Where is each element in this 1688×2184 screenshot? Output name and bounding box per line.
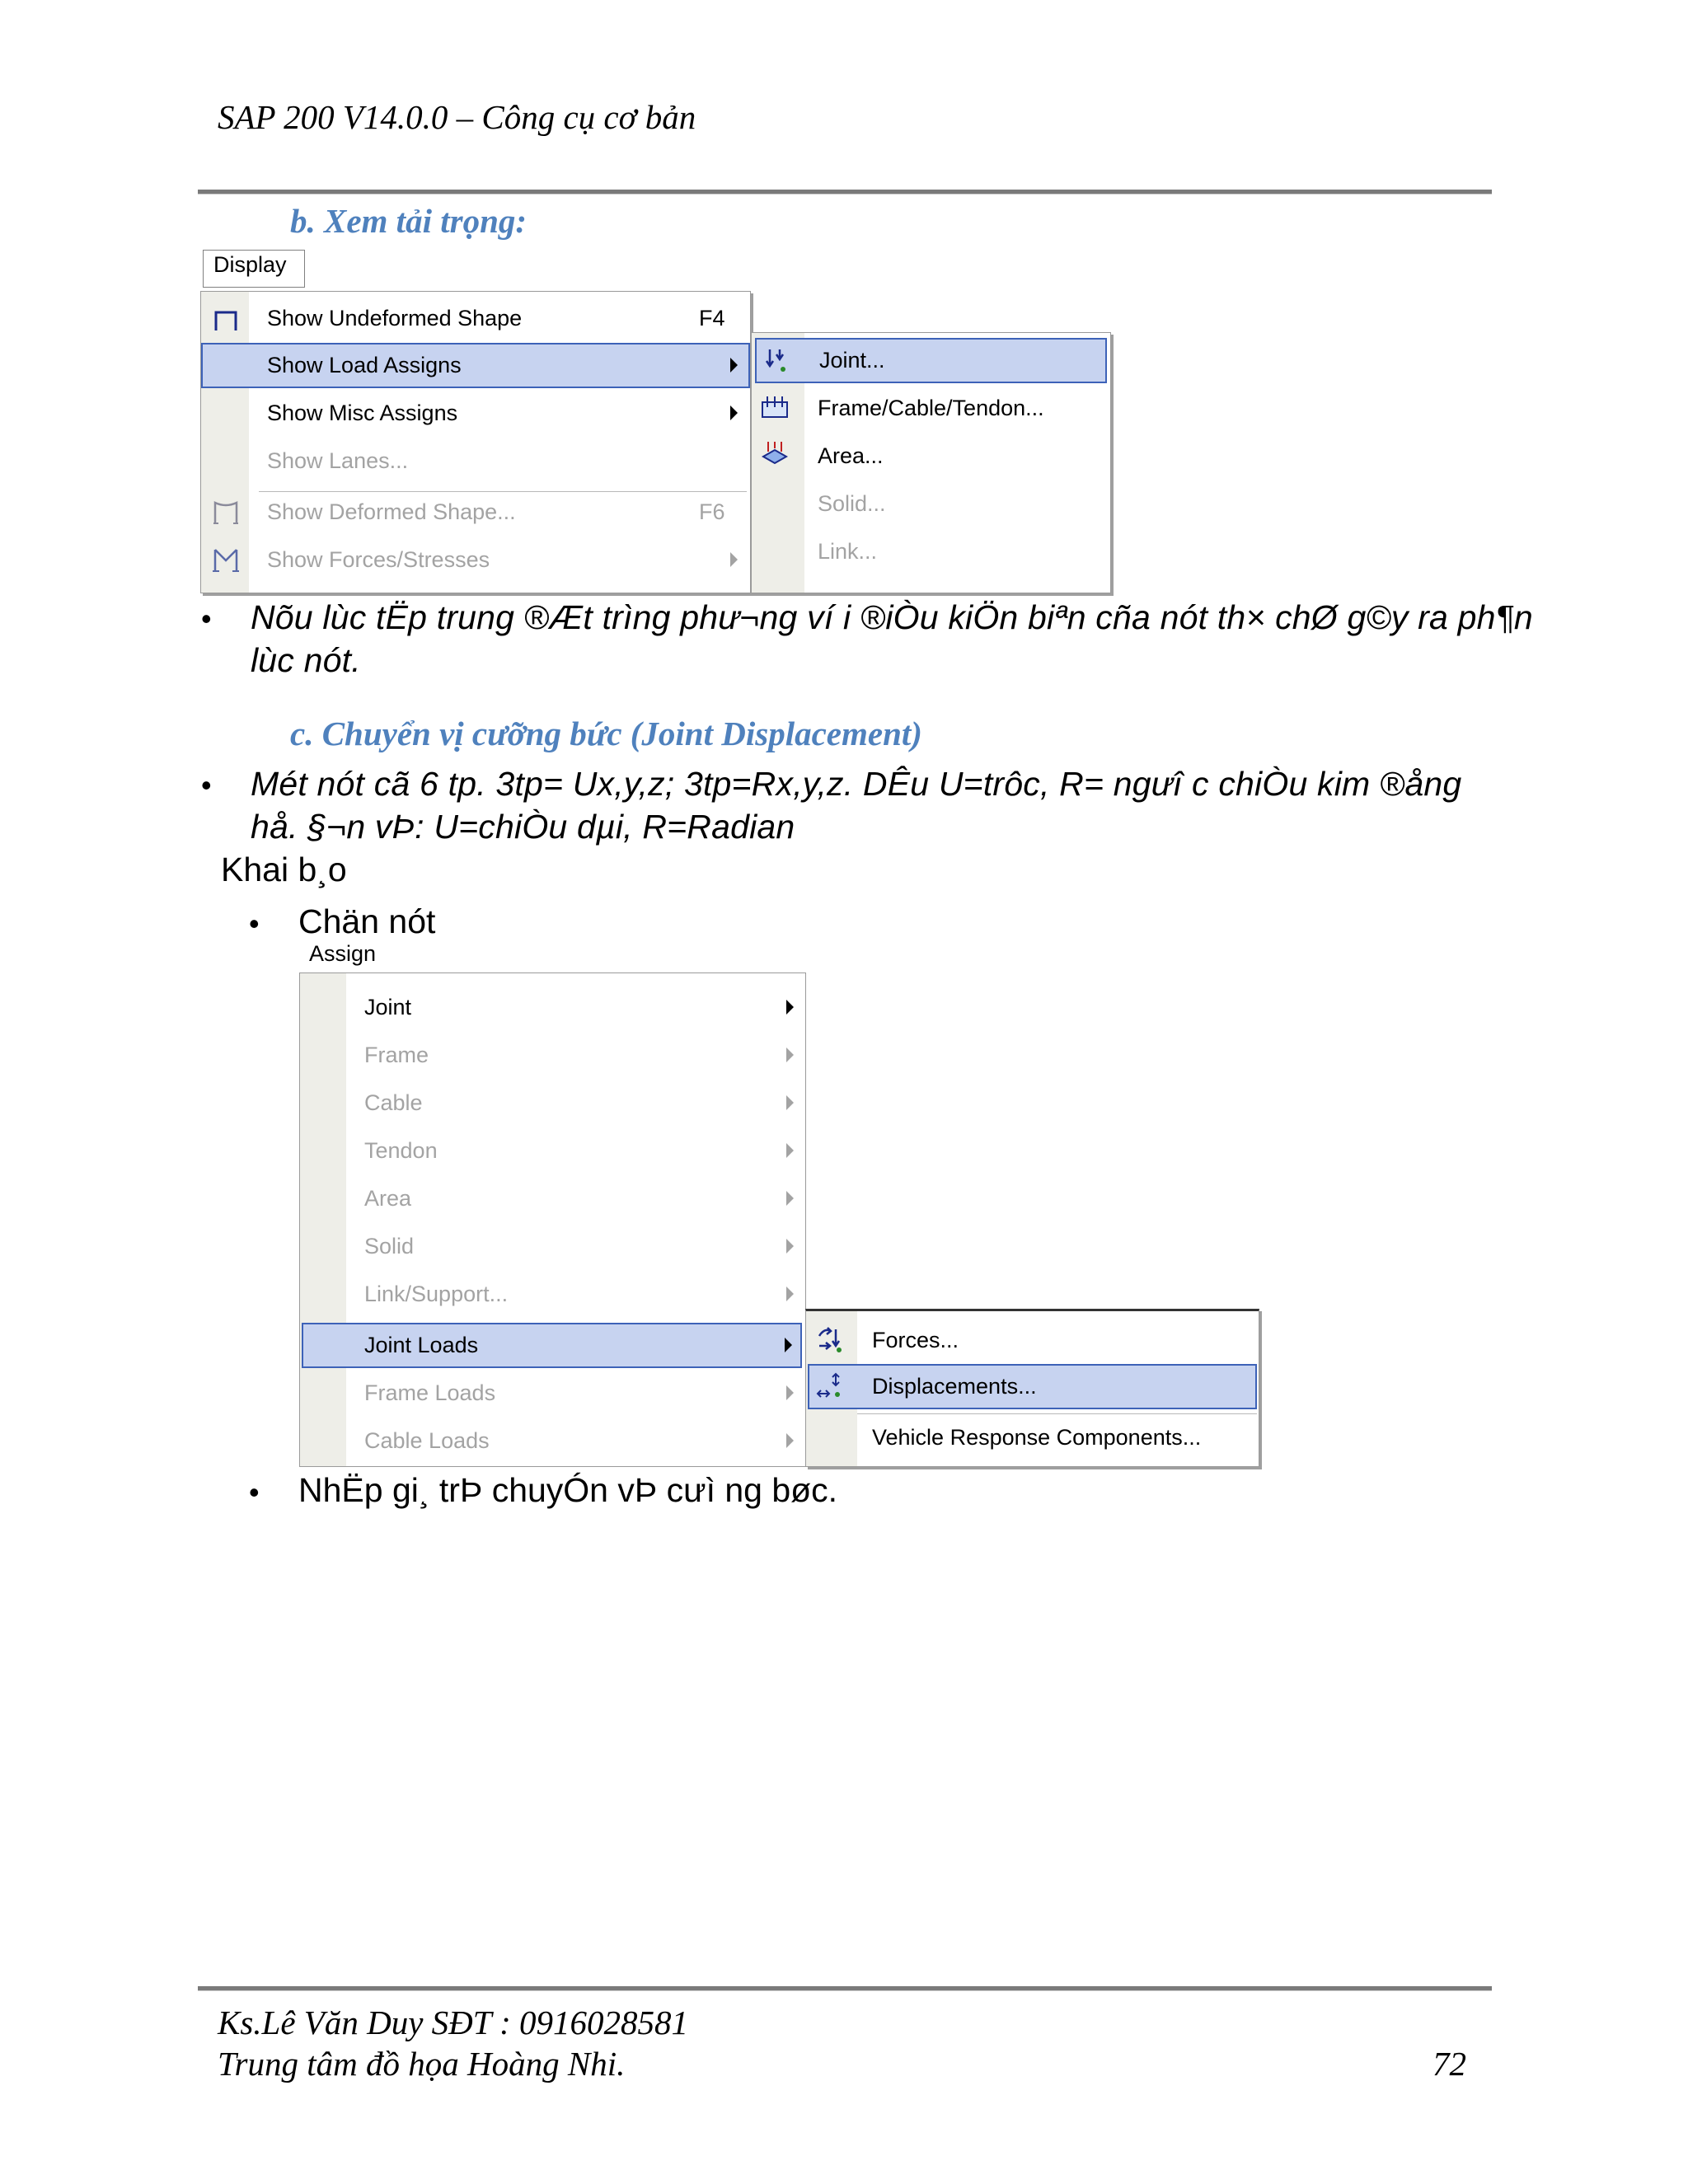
menu-item-label: Joint Loads [364, 1333, 479, 1357]
deformed-shape-icon [211, 498, 241, 526]
menu-item-label: Show Undeformed Shape [267, 306, 523, 330]
menu-item-show-undeformed-shape[interactable] [201, 296, 750, 341]
menu-item-label: Link... [818, 539, 878, 564]
submenu-item-area[interactable] [752, 434, 1110, 479]
submenu-arrow-icon [730, 405, 738, 420]
bullet-icon: • [249, 1475, 260, 1509]
footer-rule [198, 1986, 1492, 1991]
menu-item-show-misc-assigns[interactable] [201, 391, 750, 436]
header-rule [198, 190, 1492, 194]
para2-line1: Mét nót cã 6 tp. 3tp= Ux,y,z; 3tp=Rx,y,z. DÊu U=trôc, R= ngưî c chiÒu kim ®ång [251, 765, 1462, 803]
frame-load-icon [760, 394, 790, 422]
menu-item-label: Tendon [364, 1138, 438, 1163]
khai-bao-label: Khai b¸o [221, 851, 347, 888]
submenu-arrow-icon [786, 1095, 794, 1110]
menu-item-label: Show Misc Assigns [267, 401, 458, 425]
display-menu-screenshot [200, 247, 1113, 593]
submenu-arrow-icon [786, 1286, 794, 1301]
bullet-icon: • [249, 907, 260, 940]
menu-item-label: Vehicle Response Components... [872, 1425, 1202, 1450]
menu-item-cable-loads[interactable] [300, 1418, 805, 1464]
page-number: 72 [1432, 2045, 1466, 2083]
para1-line2: lùc nót. [251, 641, 361, 679]
menu-item-show-load-assigns[interactable] [201, 343, 750, 388]
menu-item-label: Area [364, 1186, 412, 1211]
menu-item-frame-loads[interactable] [300, 1371, 805, 1416]
section-c-title: c. Chuyển vị cưỡng bức (Joint Displacement) [290, 715, 922, 752]
submenu-arrow-icon [730, 358, 738, 373]
submenu-item-forces[interactable] [806, 1318, 1259, 1363]
menu-item-show-lanes[interactable] [201, 438, 750, 484]
load-assigns-submenu [751, 332, 1111, 593]
menu-item-solid[interactable] [300, 1224, 805, 1269]
para1-line1: Nõu lùc tËp trung ®Æt trìng phư¬ng ví i ®iÒu kiÖn biªn cña nót th× chØ g©y ra ph¶n [251, 598, 1533, 636]
menu-item-label: Frame/Cable/Tendon... [818, 396, 1044, 420]
menu-item-link-support[interactable] [300, 1272, 805, 1317]
page-header-title: SAP 200 V14.0.0 – Công cụ cơ bản [218, 98, 696, 136]
assign-menu-screenshot [299, 938, 1259, 1467]
submenu-arrow-icon [786, 1047, 794, 1062]
submenu-arrow-icon [786, 1191, 794, 1206]
submenu-arrow-icon [730, 552, 738, 567]
menu-item-label: Solid... [818, 491, 886, 516]
submenu-item-solid[interactable] [752, 481, 1110, 527]
submenu-arrow-icon [786, 1239, 794, 1254]
menu-item-label: Joint [364, 995, 412, 1019]
submenu-item-frame-cable-tendon[interactable] [752, 386, 1110, 431]
menu-item-shortcut: F6 [699, 499, 725, 524]
para2-line2: hå. §¬n vÞ: U=chiÒu dµi, R=Radian [251, 808, 795, 846]
submenu-item-joint[interactable] [755, 338, 1107, 383]
section-b-title: b. Xem tải trọng: [290, 202, 528, 240]
menu-item-label: Solid [364, 1234, 415, 1258]
menu-item-label: Frame Loads [364, 1380, 496, 1405]
menu-item-label: Cable [364, 1090, 423, 1115]
menu-item-show-forces-stresses[interactable] [201, 537, 750, 583]
forces-stresses-icon [211, 546, 241, 574]
menu-item-label: Show Lanes... [267, 448, 409, 473]
joint-forces-icon [816, 1326, 846, 1354]
menu-item-label: Show Forces/Stresses [267, 547, 490, 572]
joint-displacement-icon [816, 1372, 846, 1400]
menu-item-tendon[interactable] [300, 1128, 805, 1174]
menu-item-label: Forces... [872, 1328, 959, 1352]
submenu-arrow-icon [786, 1000, 794, 1015]
menu-item-area[interactable] [300, 1176, 805, 1221]
submenu-item-link[interactable] [752, 529, 1110, 574]
menubar-display[interactable]: Display [203, 250, 305, 288]
submenu-arrow-icon [785, 1338, 792, 1352]
assign-dropdown [299, 972, 806, 1467]
menu-item-show-deformed-shape[interactable] [201, 490, 750, 535]
submenu-item-vehicle-response-components[interactable] [806, 1415, 1259, 1460]
menu-item-joint[interactable] [300, 985, 805, 1030]
menu-item-cable[interactable] [300, 1080, 805, 1126]
bullet-nhap-gia-tri: NhËp gi¸ trÞ chuyÓn vÞ cưì ng bøc. [298, 1471, 838, 1509]
submenu-item-displacements[interactable] [808, 1364, 1257, 1409]
bullet-icon: • [201, 602, 212, 635]
submenu-arrow-icon [786, 1433, 794, 1448]
footer-center: Trung tâm đồ họa Hoàng Nhi. [218, 2045, 626, 2083]
menu-item-label: Joint... [819, 348, 885, 373]
menu-item-label: Area... [818, 443, 884, 468]
bullet-chon-nut: Chän nót [298, 902, 436, 940]
display-dropdown [200, 291, 751, 593]
menu-item-label: Cable Loads [364, 1428, 490, 1453]
menu-item-label: Link/Support... [364, 1282, 509, 1306]
menu-item-joint-loads[interactable] [302, 1323, 802, 1368]
joint-loads-submenu [805, 1309, 1259, 1467]
menu-item-label: Frame [364, 1043, 429, 1067]
menu-item-label: Displacements... [872, 1374, 1037, 1399]
footer-author: Ks.Lê Văn Duy SĐT : 0916028581 [218, 2004, 688, 2041]
menubar-assign[interactable]: Assign [309, 941, 377, 966]
joint-load-icon [762, 346, 791, 374]
bullet-icon: • [201, 768, 212, 802]
area-load-icon [760, 440, 790, 468]
menu-item-shortcut: F4 [699, 306, 725, 330]
menu-item-label: Show Load Assigns [267, 353, 462, 377]
menu-item-label: Show Deformed Shape... [267, 499, 516, 524]
submenu-arrow-icon [786, 1385, 794, 1400]
menu-item-frame[interactable] [300, 1033, 805, 1078]
frame-icon [211, 306, 241, 334]
submenu-arrow-icon [786, 1143, 794, 1158]
